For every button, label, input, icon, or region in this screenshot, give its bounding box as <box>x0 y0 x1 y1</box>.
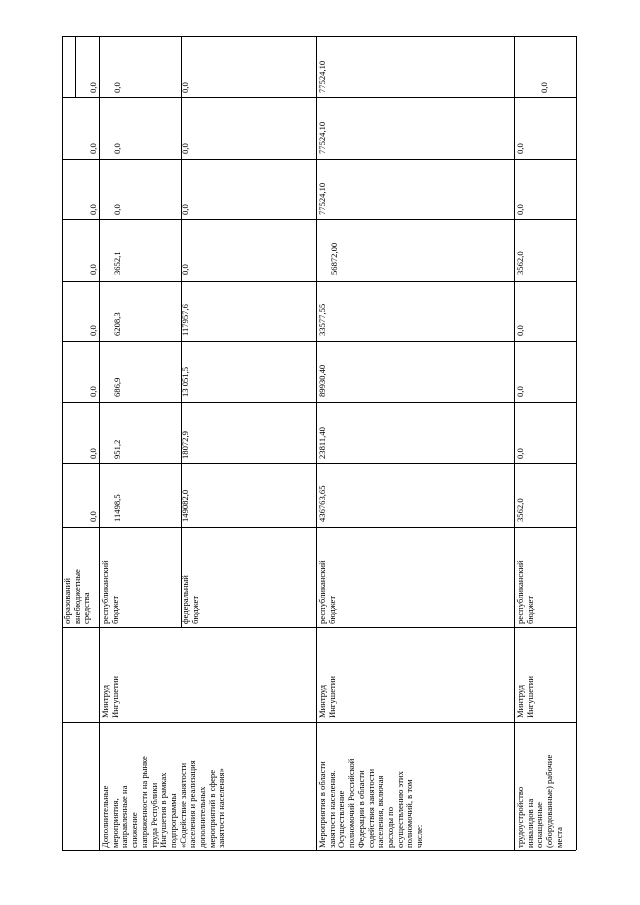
grid-vertical-line <box>576 36 577 850</box>
grid-horizontal-line <box>62 341 576 342</box>
grid-horizontal-line <box>62 463 576 464</box>
grid-horizontal-line <box>62 281 576 282</box>
grid-horizontal-line <box>62 627 576 628</box>
grid-horizontal-line <box>62 850 576 851</box>
grid-horizontal-line <box>62 159 576 160</box>
grid-horizontal-line <box>62 219 576 220</box>
rotated-budget-table-page: образований внебюджетные средства 0,0 0,0 0,0 0,0 0,0 0,0 0,0 0,0 Дополнительные мероприятия, направленные на снижение напряженности на рынке труда Республики Ингушетия в рамках подпрограммы «Содействие занятости населения и реализация дополнительных мероприятий в сфере занятости населения» Минтруд Ингушетии республиканский бюджет 11498,5 951,2 686,9 6208,3 3652,1 0,0 0,0 0,0 федеральный бюджет 149082,0 18072,9 13 051,5 117957,6 0,0 0,0 0,0 0,0 Мероприятия в области занятости населения. Осуществление полномочий Российской Федерации в области содействия занятости населения, включая расходы по осуществлению этих полномочий, в том числе: Минтруд Ингушетии республиканский бюджет 436763,65 23811,40 89930,40 33577,55 56872,00 77524,10 77524,10 77524,10 трудоустройство инвалидов на оснащенные (оборудованные) рабочие места Минтруд Ингушетии республиканский бюджет 3562,0 0,0 0,0 0,0 3562,0 0,0 0,0 0,0 <box>0 0 640 905</box>
grid-horizontal-line <box>62 36 576 37</box>
row-0-source-label: образований внебюджетные средства <box>62 569 92 624</box>
grid-horizontal-line <box>62 402 576 403</box>
grid-horizontal-line <box>62 527 576 528</box>
grid-vertical-line <box>75 36 76 97</box>
grid-horizontal-line <box>62 722 576 723</box>
grid-horizontal-line <box>62 97 576 98</box>
